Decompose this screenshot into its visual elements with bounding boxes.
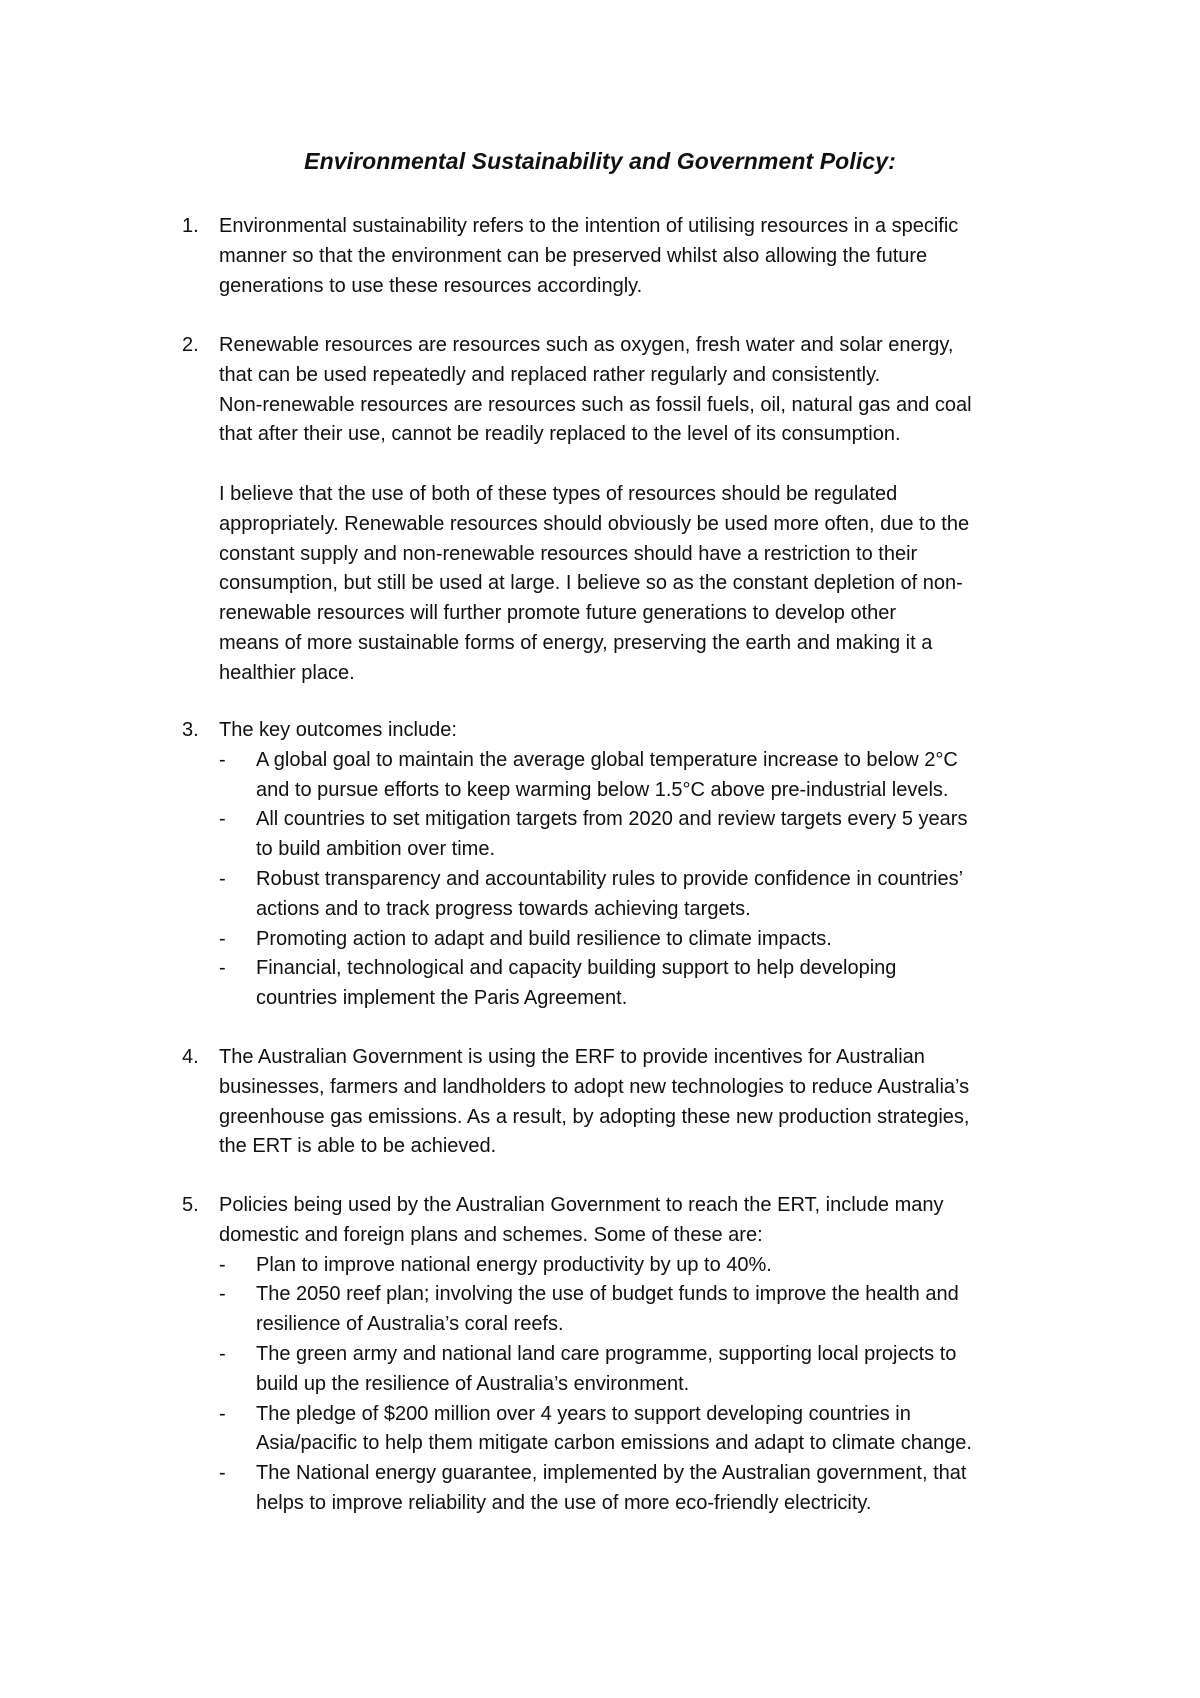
paragraph-line: consumption, but still be used at large. I believe so as the constant depletion of non- bbox=[219, 572, 963, 595]
item-line: Non-renewable resources are resources such as fossil fuels, oil, natural gas and coal bbox=[219, 393, 972, 416]
item-line: generations to use these resources accordingly. bbox=[219, 274, 643, 297]
bullet-dash: - bbox=[219, 957, 226, 980]
bullet-line: Plan to improve national energy productivity by up to 40%. bbox=[256, 1253, 772, 1276]
bullet-line: The pledge of $200 million over 4 years to support developing countries in bbox=[256, 1402, 911, 1425]
paragraph-line: constant supply and non-renewable resources should have a restriction to their bbox=[219, 542, 918, 565]
paragraph-line: healthier place. bbox=[219, 661, 355, 684]
bullet-dash: - bbox=[219, 1253, 226, 1276]
bullet-item bbox=[219, 1459, 1069, 1519]
bullet-line: to build ambition over time. bbox=[256, 838, 496, 861]
item-line: the ERT is able to be achieved. bbox=[219, 1135, 497, 1158]
bullet-line: The National energy guarantee, implemented by the Australian government, that bbox=[256, 1462, 967, 1485]
bullet-line: The green army and national land care programme, supporting local projects to bbox=[256, 1342, 957, 1365]
item-line: Policies being used by the Australian Government to reach the ERT, include many bbox=[219, 1194, 944, 1216]
item-number: 2. bbox=[182, 334, 199, 356]
bullet-item bbox=[219, 1340, 1069, 1400]
bullet-item bbox=[219, 746, 1069, 806]
paragraph-line: means of more sustainable forms of energy, preserving the earth and making it a bbox=[219, 631, 933, 654]
bullet-line: Promoting action to adapt and build resilience to climate impacts. bbox=[256, 927, 832, 950]
bullet-dash: - bbox=[219, 867, 226, 890]
bullet-line: countries implement the Paris Agreement. bbox=[256, 987, 628, 1010]
item-number: 4. bbox=[182, 1046, 199, 1068]
bullet-line: and to pursue efforts to keep warming below 1.5°C above pre-industrial levels. bbox=[256, 778, 949, 801]
item-line: The key outcomes include: bbox=[219, 719, 457, 741]
item-line: The Australian Government is using the ERF to provide incentives for Australian bbox=[219, 1046, 925, 1068]
item-line: greenhouse gas emissions. As a result, by adopting these new production strategies, bbox=[219, 1105, 970, 1128]
bullet-item bbox=[219, 954, 1069, 1014]
paragraph-line: I believe that the use of both of these types of resources should be regulated bbox=[219, 482, 898, 505]
item-line: Environmental sustainability refers to the intention of utilising resources in a specific bbox=[219, 215, 959, 237]
item-number: 5. bbox=[182, 1194, 199, 1216]
item-line: that can be used repeatedly and replaced rather regularly and consistently. bbox=[219, 363, 881, 386]
item-line: domestic and foreign plans and schemes. Some of these are: bbox=[219, 1223, 763, 1246]
bullet-dash: - bbox=[219, 748, 226, 771]
item-line: Renewable resources are resources such as oxygen, fresh water and solar energy, bbox=[219, 334, 954, 356]
bullet-item bbox=[219, 1400, 1069, 1460]
list-item-4 bbox=[0, 1043, 1200, 1162]
bullet-line: The 2050 reef plan; involving the use of budget funds to improve the health and bbox=[256, 1283, 959, 1306]
bullet-item bbox=[219, 865, 1069, 925]
bullet-item bbox=[219, 1280, 1069, 1340]
item-line: that after their use, cannot be readily replaced to the level of its consumption. bbox=[219, 423, 901, 446]
bullet-line: resilience of Australia’s coral reefs. bbox=[256, 1313, 564, 1336]
bullet-line: build up the resilience of Australia’s environment. bbox=[256, 1372, 690, 1395]
bullet-dash: - bbox=[219, 1283, 226, 1306]
bullet-dash: - bbox=[219, 1462, 226, 1485]
bullet-item bbox=[219, 1251, 1069, 1281]
item-number: 1. bbox=[182, 215, 199, 237]
item-line: businesses, farmers and landholders to adopt new technologies to reduce Australia’s bbox=[219, 1075, 970, 1098]
list-item-3 bbox=[0, 716, 1200, 1014]
list-item-1 bbox=[0, 212, 1200, 301]
bullet-line: All countries to set mitigation targets from 2020 and review targets every 5 years bbox=[256, 808, 968, 831]
bullet-dash: - bbox=[219, 1402, 226, 1425]
bullet-item bbox=[219, 805, 1069, 865]
bullet-dash: - bbox=[219, 808, 226, 831]
bullet-item bbox=[219, 925, 1069, 955]
bullet-line: A global goal to maintain the average global temperature increase to below 2°C bbox=[256, 748, 958, 771]
bullet-line: Robust transparency and accountability rules to provide confidence in countries’ bbox=[256, 867, 964, 890]
bullet-line: Financial, technological and capacity building support to help developing bbox=[256, 957, 897, 980]
bullet-line: Asia/pacific to help them mitigate carbon emissions and adapt to climate change. bbox=[256, 1432, 972, 1455]
list-item-5 bbox=[0, 1191, 1200, 1519]
paragraph-line: appropriately. Renewable resources should obviously be used more often, due to the bbox=[219, 512, 970, 535]
document-title: Environmental Sustainability and Government Policy: bbox=[304, 148, 896, 174]
bullet-dash: - bbox=[219, 1342, 226, 1365]
bullet-line: actions and to track progress towards achieving targets. bbox=[256, 897, 751, 920]
list-item-2 bbox=[0, 331, 1200, 689]
item-line: manner so that the environment can be preserved whilst also allowing the future bbox=[219, 244, 928, 267]
bullet-line: helps to improve reliability and the use of more eco-friendly electricity. bbox=[256, 1491, 872, 1514]
paragraph-line: renewable resources will further promote future generations to develop other bbox=[219, 602, 897, 625]
item-number: 3. bbox=[182, 719, 199, 741]
bullet-dash: - bbox=[219, 927, 226, 950]
